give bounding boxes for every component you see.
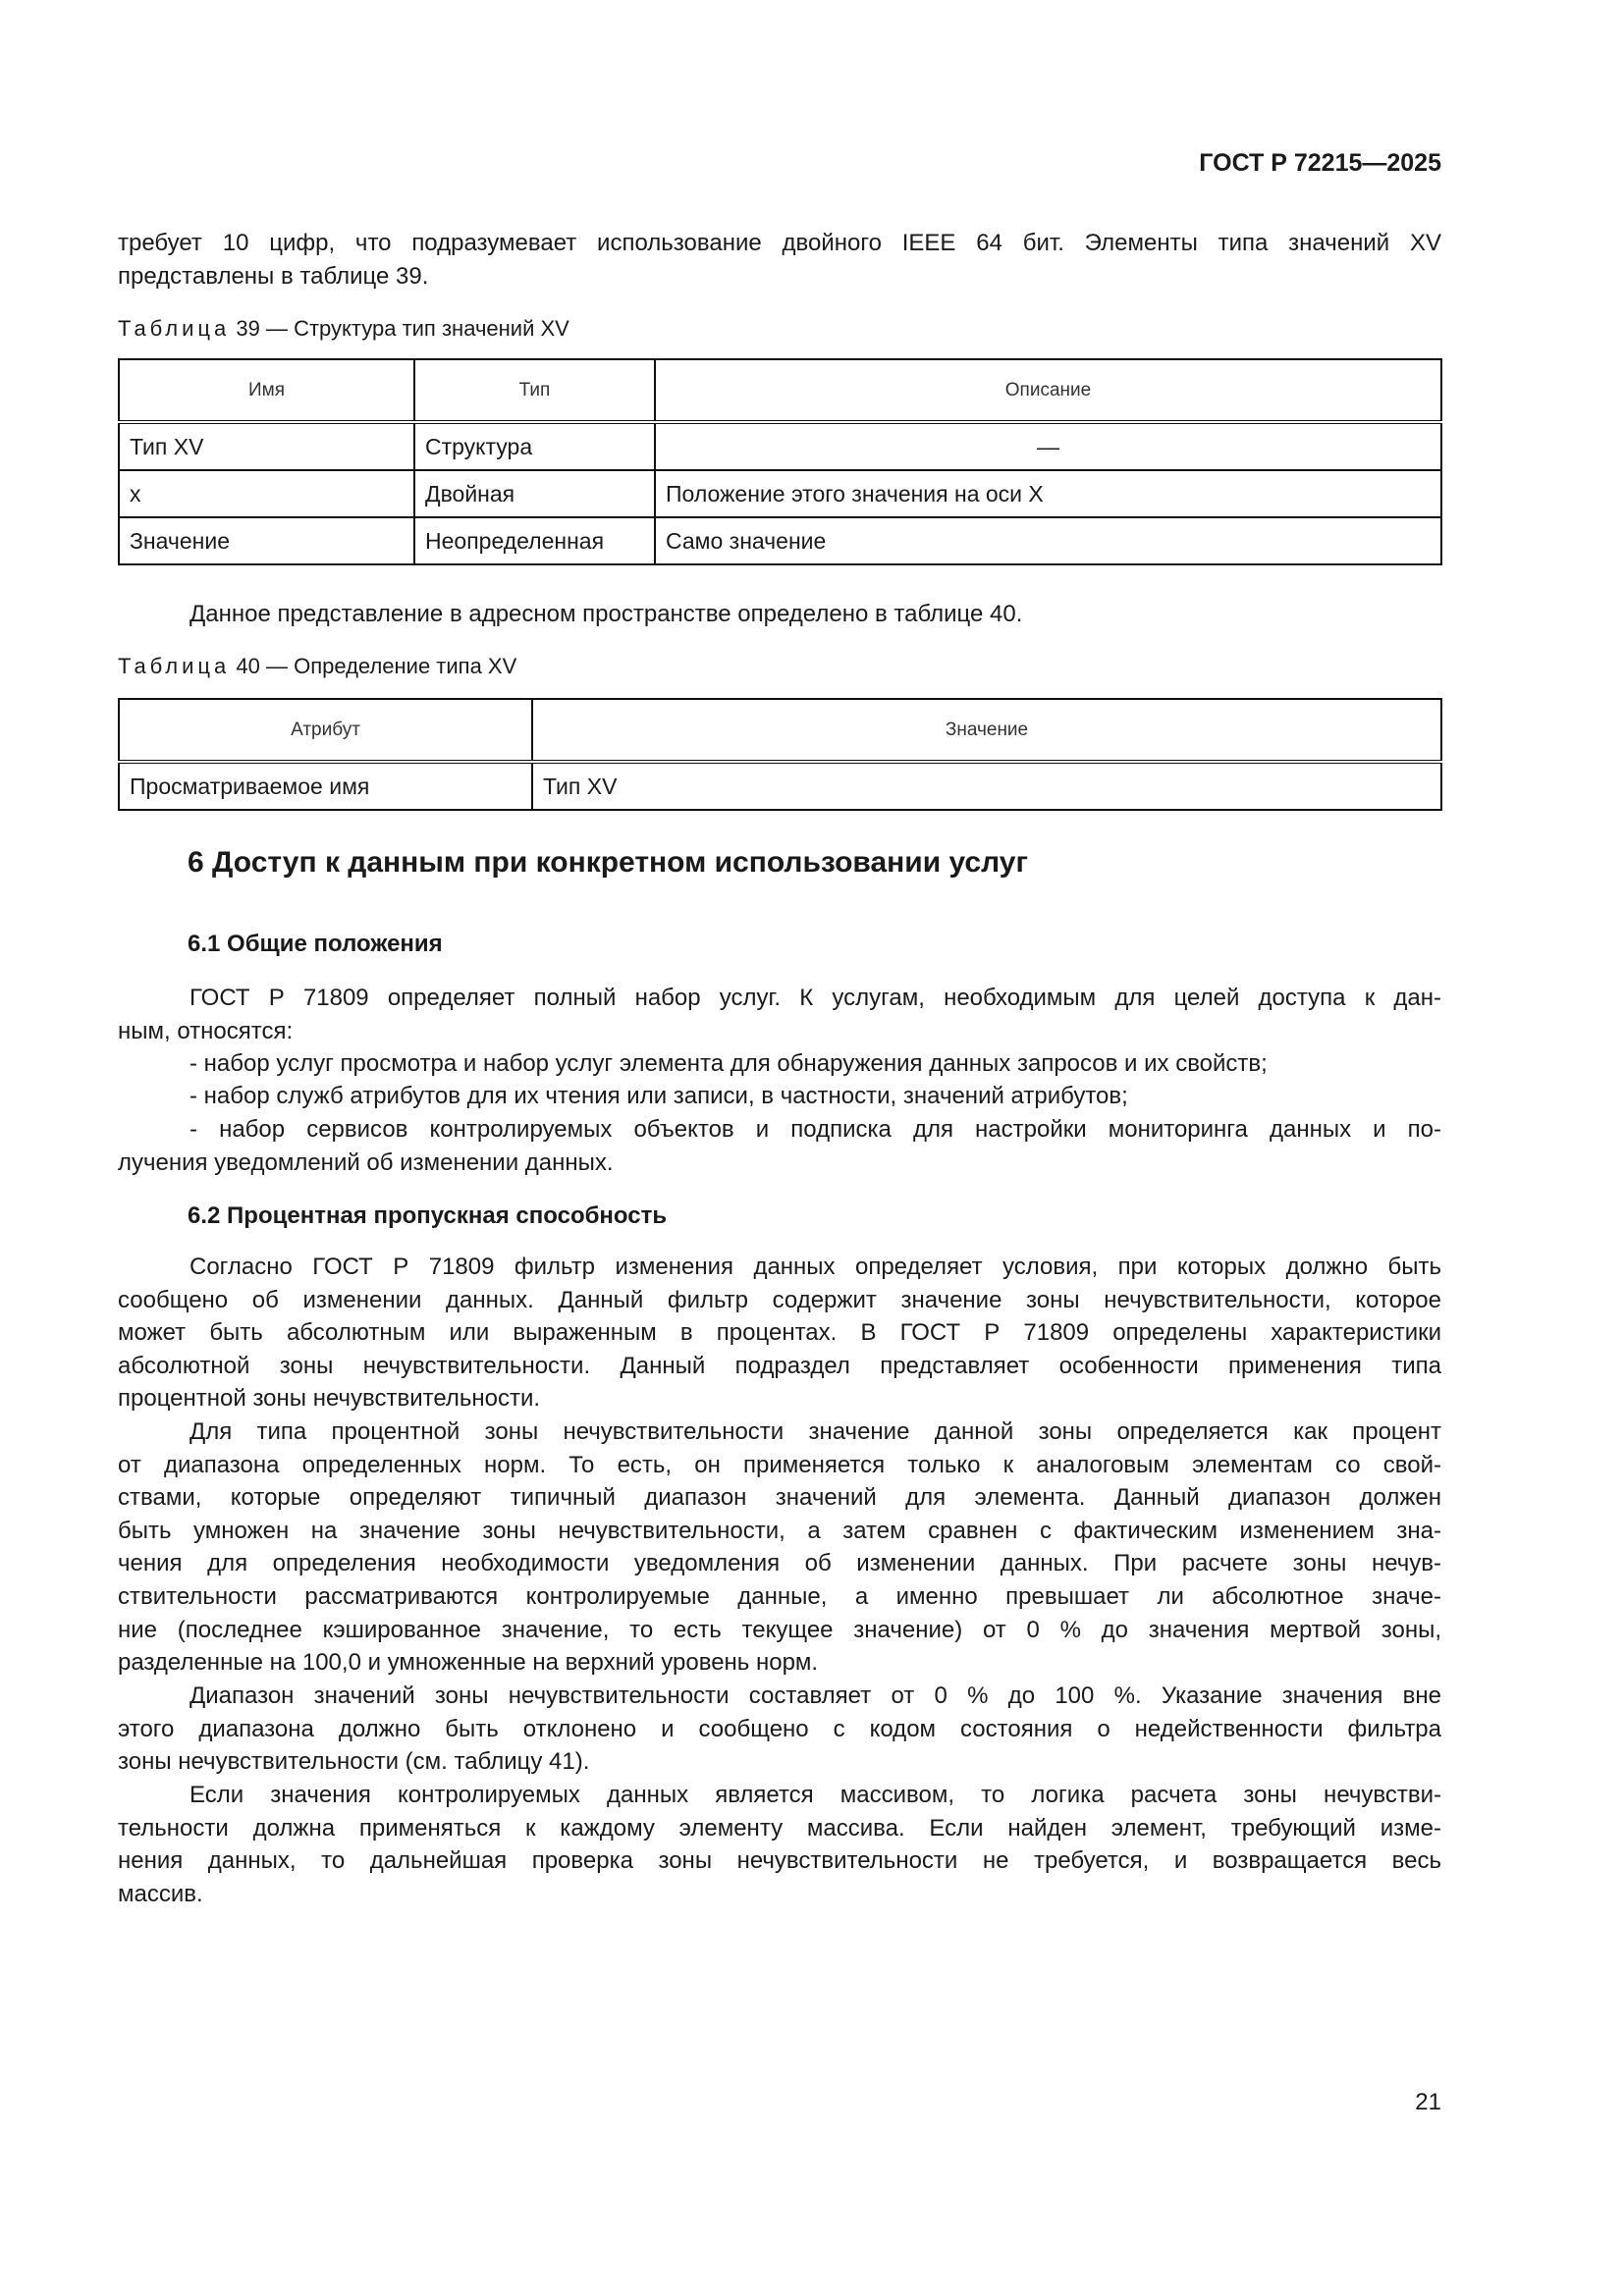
caption-label: Таблица [118, 654, 231, 678]
text-line: ГОСТ Р 71809 определяет полный набор услуг. К услугам, необходимым для целей доступа к дан- [189, 985, 1441, 1011]
table-cell: — [655, 422, 1441, 470]
table-cell: Тип XV [532, 762, 1441, 810]
text-line: лучения уведомлений об изменении данных. [118, 1148, 614, 1176]
section-6-1-heading: 6.1 Общие положения [188, 931, 443, 957]
s62-paragraph [118, 1779, 1441, 1910]
text-line: зоны нечувствительности (см. таблицу 41). [118, 1748, 590, 1776]
table-header-row [119, 699, 1441, 762]
text-line: этого диапазона должно быть отклонено и сообщено с кодом состояния о недейственности фильтра [118, 1715, 1441, 1742]
table-40 [118, 698, 1442, 811]
text-line: тельности должна применяться к каждому элементу массива. Если найден элемент, требующий изме- [118, 1814, 1441, 1842]
table-cell: Неопределенная [414, 517, 655, 564]
text-line: чения для определения необходимости уведомления об изменении данных. При расчете зоны нечув- [118, 1550, 1441, 1577]
text-line: ствительности рассматриваются контролируемые данные, а именно превышает ли абсолютное значе- [118, 1582, 1441, 1610]
table39-caption [118, 316, 569, 342]
header-cell: Тип [414, 359, 655, 422]
table-cell: Само значение [655, 517, 1441, 564]
table-row [119, 470, 1441, 517]
table-row [119, 762, 1441, 810]
text-line: абсолютной зоны нечувствительности. Данный подраздел представляет особенности применения типа [118, 1352, 1441, 1379]
text-line: сообщено об изменении данных. Данный фильтр содержит значение зоны нечувствительности, которое [118, 1286, 1441, 1313]
text-line: Согласно ГОСТ Р 71809 фильтр изменения данных определяет условия, при которых должно быть [189, 1254, 1441, 1280]
header-cell: Описание [655, 359, 1441, 422]
text-line: Для типа процентной зоны нечувствительности значение данной зоны определяется как процент [189, 1418, 1441, 1445]
table-cell: Значение [119, 517, 414, 564]
caption-text: 40 — Определение типа XV [236, 654, 517, 678]
caption-text: 39 — Структура тип значений XV [236, 316, 569, 341]
s62-paragraph [118, 1251, 1441, 1415]
list-item [118, 1113, 1441, 1179]
table40-reference-paragraph [118, 598, 1441, 631]
text-line: ние (последнее кэшированное значение, то есть текущее значение) от 0 % до значения мертвой зоны, [118, 1616, 1441, 1643]
header-cell: Атрибут [119, 699, 532, 762]
text-line: требует 10 цифр, что подразумевает использование двойного IEEE 64 бит. Элементы типа значений XV [118, 230, 1441, 256]
section-6-heading: 6 Доступ к данным при конкретном использовании услуг [188, 846, 1028, 879]
list-item [118, 1080, 1441, 1113]
text-line: может быть абсолютным или выраженным в процентах. В ГОСТ Р 71809 определены характеристики [118, 1319, 1441, 1347]
text-line: разделенные на 100,0 и умноженные на верхний уровень норм. [118, 1649, 819, 1677]
table-cell: x [119, 470, 414, 517]
page-number: 21 [1415, 2089, 1441, 2115]
table40-caption [118, 654, 516, 679]
text-line: - набор услуг просмотра и набор услуг элемента для обнаружения данных запросов и их свойств; [189, 1050, 1268, 1077]
text-line: представлены в таблице 39. [118, 262, 429, 290]
table-cell: Двойная [414, 470, 655, 517]
table-39 [118, 358, 1442, 565]
header-cell: Значение [532, 699, 1441, 762]
table-cell: Структура [414, 422, 655, 470]
table-cell: Тип XV [119, 422, 414, 470]
text-line: быть умножен на значение зоны нечувствительности, а затем сравнен с фактическим изменением зна- [118, 1517, 1441, 1544]
text-line: нения данных, то дальнейшая проверка зоны нечувствительности не требуется, и возвращается весь [118, 1847, 1441, 1875]
intro-paragraph [118, 227, 1441, 293]
table-row [119, 517, 1441, 564]
caption-label: Таблица [118, 316, 231, 341]
table-row [119, 422, 1441, 470]
text-line: Если значения контролируемых данных является массивом, то логика расчета зоны нечувстви- [189, 1782, 1441, 1808]
table-cell: Положение этого значения на оси X [655, 470, 1441, 517]
text-line: процентной зоны нечувствительности. [118, 1385, 541, 1413]
document-id-header: ГОСТ Р 72215—2025 [1199, 149, 1441, 177]
table-header-row [119, 359, 1441, 422]
s62-paragraph [118, 1415, 1441, 1680]
text-line: от диапазона определенных норм. То есть, он применяется только к аналоговым элементам со свой- [118, 1451, 1441, 1478]
list-item [118, 1047, 1441, 1081]
text-line: ным, относятся: [118, 1017, 294, 1044]
text-line: - набор служб атрибутов для их чтения или записи, в частности, значений атрибутов; [189, 1083, 1128, 1109]
s61-paragraph [118, 982, 1441, 1047]
text-line: Данное представление в адресном пространстве определено в таблице 40. [189, 601, 1023, 627]
text-line: Диапазон значений зоны нечувствительности составляет от 0 % до 100 %. Указание значения вне [189, 1682, 1441, 1709]
table-cell: Просматриваемое имя [119, 762, 532, 810]
text-line: - набор сервисов контролируемых объектов и подписка для настройки мониторинга данных и по- [189, 1116, 1441, 1143]
s62-paragraph [118, 1680, 1441, 1779]
text-line: ствами, которые определяют типичный диапазон значений для элемента. Данный диапазон должен [118, 1484, 1441, 1512]
header-cell: Имя [119, 359, 414, 422]
text-line: массив. [118, 1880, 203, 1907]
section-6-2-heading: 6.2 Процентная пропускная способность [188, 1202, 668, 1229]
